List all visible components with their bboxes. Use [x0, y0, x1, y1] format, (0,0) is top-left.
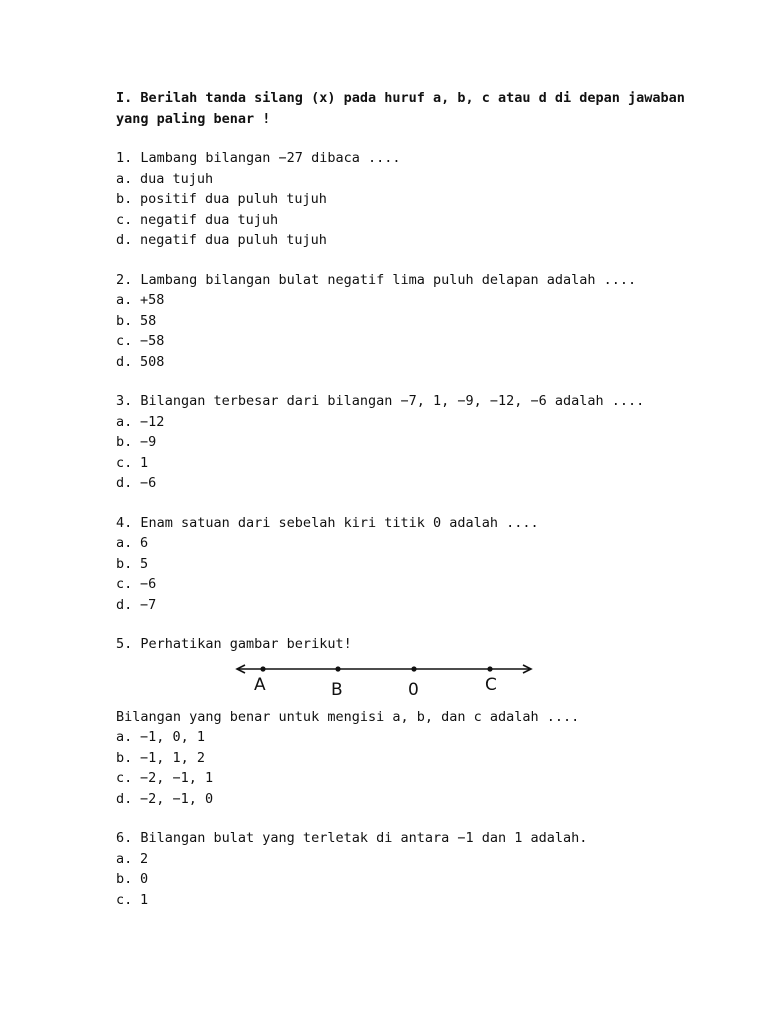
question-text: 4. Enam satuan dari sebelah kiri titik 0 adalah ....	[116, 514, 539, 531]
option-text: −2, −1, 0	[140, 790, 214, 807]
option-text: dua tujuh	[140, 170, 214, 187]
option-text: −6	[140, 576, 157, 592]
option-text: negatif dua puluh tujuh	[140, 232, 327, 248]
option-a[interactable]	[116, 533, 716, 554]
option-label: d.	[116, 232, 133, 248]
option-a[interactable]	[116, 727, 716, 748]
option-c[interactable]	[116, 210, 716, 231]
option-d[interactable]	[116, 595, 716, 616]
option-text: −6	[140, 475, 157, 491]
option-label: b.	[116, 871, 133, 887]
question-4	[116, 513, 716, 616]
question-text: 6. Bilangan bulat yang terletak di antara −1 dan 1 adalah.	[116, 830, 588, 846]
option-text: −58	[140, 333, 165, 349]
option-label: d.	[116, 353, 133, 370]
option-d[interactable]	[116, 473, 716, 494]
option-c[interactable]	[116, 574, 716, 595]
option-label: a.	[116, 535, 133, 551]
option-text: −1, 1, 2	[140, 749, 206, 766]
option-text: +58	[140, 292, 165, 308]
instruction-line-2: yang paling benar !	[116, 111, 271, 127]
option-text: −2, −1, 1	[140, 770, 214, 786]
option-c[interactable]	[116, 453, 716, 474]
point-label-b: B	[331, 679, 343, 700]
option-c[interactable]	[116, 768, 716, 789]
question-1	[116, 148, 716, 251]
option-label: d.	[116, 475, 133, 491]
option-c[interactable]	[116, 890, 716, 911]
option-label: a.	[116, 850, 133, 867]
option-label: b.	[116, 749, 133, 766]
point-c-dot	[487, 666, 492, 671]
option-label: b.	[116, 312, 133, 329]
option-label: c.	[116, 576, 133, 592]
option-b[interactable]	[116, 869, 716, 890]
question-subtext: Bilangan yang benar untuk mengisi a, b, dan c adalah ....	[116, 708, 580, 725]
option-b[interactable]	[116, 554, 716, 575]
point-label-a: A	[254, 674, 266, 695]
option-b[interactable]	[116, 189, 716, 210]
option-a[interactable]	[116, 169, 716, 190]
option-d[interactable]	[116, 352, 716, 373]
question-2	[116, 270, 716, 373]
option-text: −7	[140, 596, 157, 613]
option-a[interactable]	[116, 849, 716, 870]
option-text: 5	[140, 555, 149, 572]
option-label: c.	[116, 211, 133, 228]
point-zero-dot	[411, 666, 416, 671]
option-label: a.	[116, 413, 133, 430]
option-label: a.	[116, 729, 133, 745]
number-line-figure	[234, 657, 534, 701]
instruction-line-1: I. Berilah tanda silang (x) pada huruf a, b, c atau d di depan jawaban	[116, 90, 685, 106]
question-text: 1. Lambang bilangan −27 dibaca ....	[116, 150, 401, 166]
option-a[interactable]	[116, 290, 716, 311]
worksheet-page	[116, 88, 716, 929]
option-label: d.	[116, 790, 133, 807]
option-text: 1	[140, 891, 149, 908]
option-label: a.	[116, 292, 133, 308]
option-d[interactable]	[116, 789, 716, 810]
option-text: positif dua puluh tujuh	[140, 191, 327, 207]
option-text: 2	[140, 850, 149, 867]
option-text: 1	[140, 454, 149, 471]
question-6	[116, 828, 716, 910]
option-label: c.	[116, 454, 133, 471]
point-label-zero: 0	[408, 679, 419, 700]
option-text: 6	[140, 535, 149, 551]
question-text: 2. Lambang bilangan bulat negatif lima puluh delapan adalah ....	[116, 271, 637, 288]
point-a-dot	[260, 666, 265, 671]
option-text: 0	[140, 871, 149, 887]
option-text: negatif dua tujuh	[140, 211, 279, 228]
option-label: d.	[116, 596, 133, 613]
option-a[interactable]	[116, 412, 716, 433]
option-b[interactable]	[116, 748, 716, 769]
option-b[interactable]	[116, 432, 716, 453]
instruction	[116, 88, 716, 130]
option-text: 508	[140, 353, 165, 370]
option-label: b.	[116, 434, 133, 450]
option-label: c.	[116, 891, 133, 908]
option-label: b.	[116, 555, 133, 572]
option-label: c.	[116, 333, 133, 349]
option-b[interactable]	[116, 311, 716, 332]
question-text: 5. Perhatikan gambar berikut!	[116, 636, 352, 652]
question-text: 3. Bilangan terbesar dari bilangan −7, 1, −9, −12, −6 adalah ....	[116, 393, 645, 409]
option-text: −9	[140, 434, 157, 450]
option-d[interactable]	[116, 230, 716, 251]
question-5	[116, 634, 716, 809]
option-label: a.	[116, 170, 133, 187]
option-label: c.	[116, 770, 133, 786]
option-c[interactable]	[116, 331, 716, 352]
point-label-c: C	[485, 674, 497, 695]
option-text: −12	[140, 413, 165, 430]
option-label: b.	[116, 191, 133, 207]
point-b-dot	[335, 666, 340, 671]
question-3	[116, 391, 716, 494]
option-text: −1, 0, 1	[140, 729, 206, 745]
option-text: 58	[140, 312, 157, 329]
